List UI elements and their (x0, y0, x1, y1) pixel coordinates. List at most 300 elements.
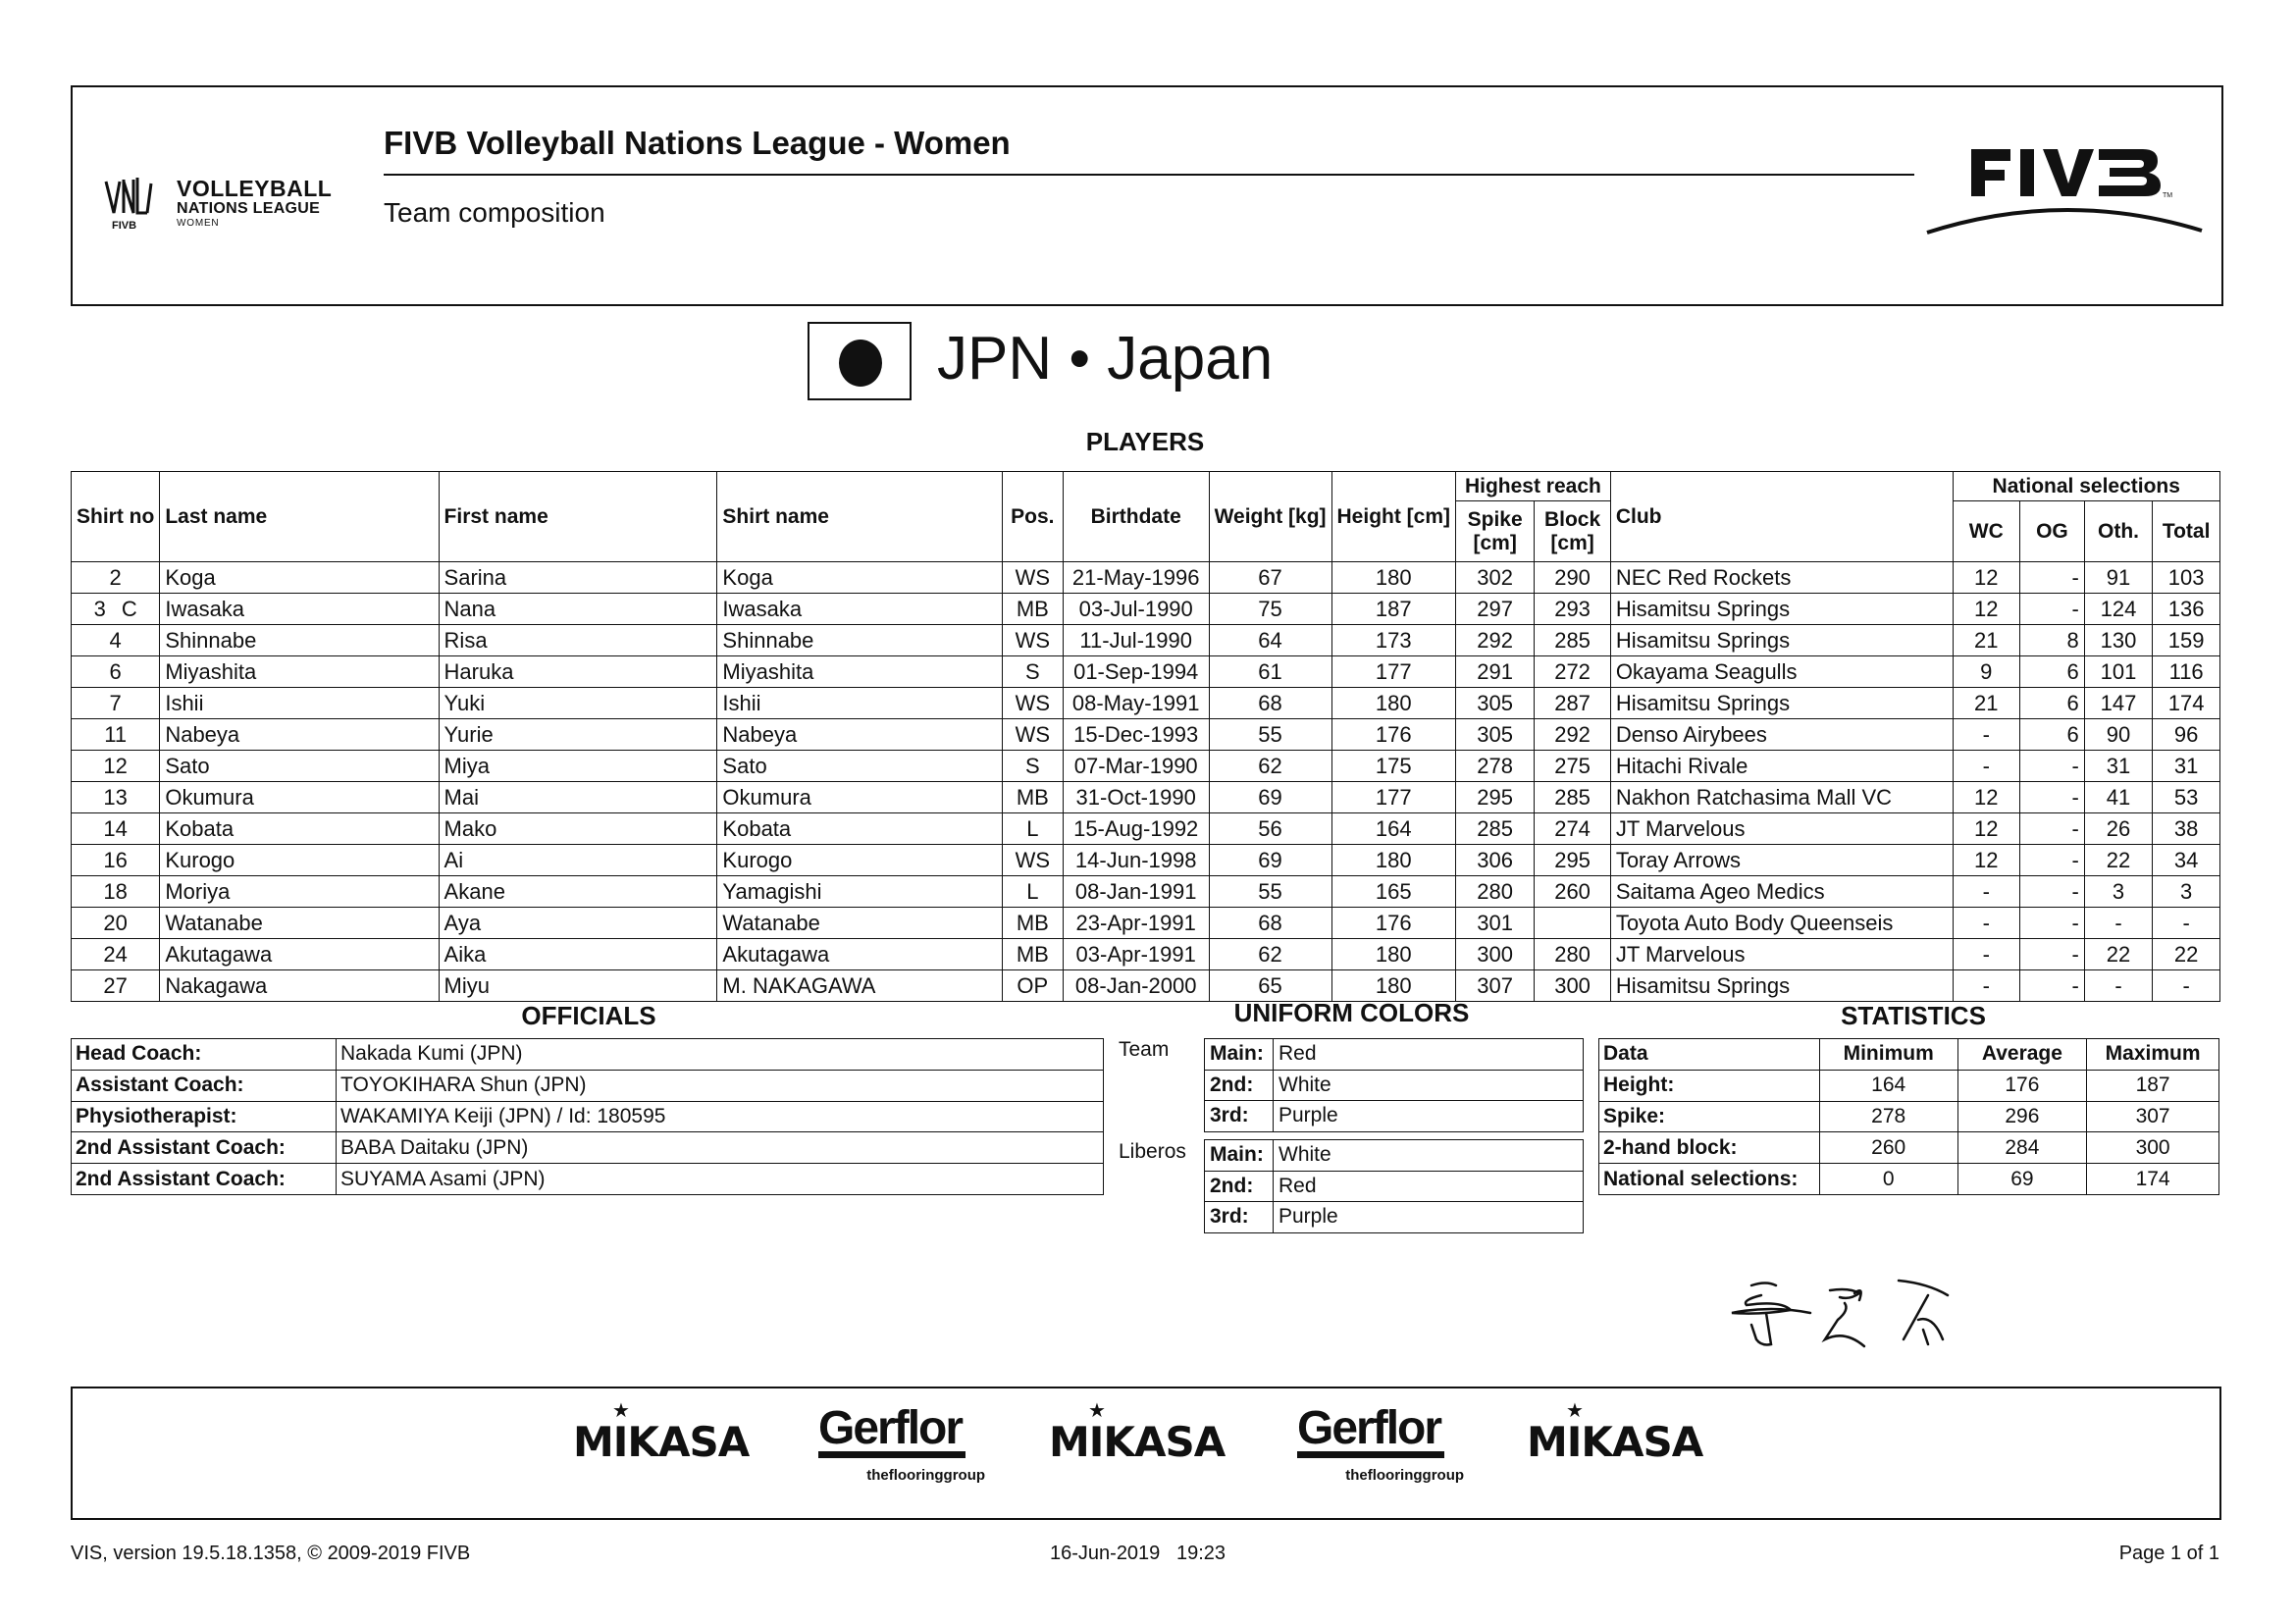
player-height: 164 (1331, 813, 1456, 845)
fivb-logo-icon (1917, 134, 2212, 252)
player-wc: - (1953, 751, 2020, 782)
player-oth: 22 (2084, 939, 2153, 970)
player-total: 31 (2153, 751, 2220, 782)
player-spike: 291 (1456, 656, 1535, 688)
official-name: WAKAMIYA Keiji (JPN) / Id: 180595 (337, 1101, 1104, 1132)
player-og: - (2020, 970, 2085, 1002)
player-shirt-name: Koga (717, 562, 1002, 594)
player-last-name: Nabeya (160, 719, 439, 751)
stat-average: 284 (1957, 1132, 2087, 1164)
player-row (72, 782, 2220, 813)
player-last-name: Ishii (160, 688, 439, 719)
player-height: 177 (1331, 656, 1456, 688)
player-position: S (1002, 656, 1063, 688)
player-wc: - (1953, 970, 2020, 1002)
official-row (72, 1070, 1104, 1101)
footer-version: VIS, version 19.5.18.1358, © 2009-2019 FIVB (71, 1543, 471, 1564)
statistics-table (1598, 1038, 2219, 1195)
player-og: 6 (2020, 656, 2085, 688)
player-oth: 26 (2084, 813, 2153, 845)
player-club: Denso Airybees (1610, 719, 1953, 751)
player-shirt-name: Yamagishi (717, 876, 1002, 908)
uniform-team-label: Team (1119, 1038, 1170, 1061)
uniform-liberos-label: Liberos (1119, 1140, 1186, 1163)
player-position: WS (1002, 688, 1063, 719)
player-last-name: Okumura (160, 782, 439, 813)
player-spike: 307 (1456, 970, 1535, 1002)
player-position: WS (1002, 719, 1063, 751)
col-shirt-no: Shirt no (72, 472, 160, 562)
uniform-row (1205, 1070, 1584, 1101)
player-birthdate: 08-Jan-2000 (1063, 970, 1209, 1002)
player-club: NEC Red Rockets (1610, 562, 1953, 594)
player-height: 175 (1331, 751, 1456, 782)
statistics-row (1599, 1070, 2219, 1101)
player-shirt-name: Kobata (717, 813, 1002, 845)
player-first-name: Yuki (439, 688, 717, 719)
player-spike: 297 (1456, 594, 1535, 625)
uniform-row (1205, 1101, 1584, 1132)
statistics-section-title: STATISTICS (1841, 1001, 1986, 1030)
player-weight: 65 (1209, 970, 1331, 1002)
player-oth: 124 (2084, 594, 2153, 625)
player-weight: 55 (1209, 719, 1331, 751)
player-og: - (2020, 845, 2085, 876)
player-total: 22 (2153, 939, 2220, 970)
stat-label: National selections: (1599, 1164, 1820, 1195)
player-og: - (2020, 751, 2085, 782)
sponsor-mikasa-2: ★ MIKASA (1049, 1398, 1226, 1466)
player-oth: 31 (2084, 751, 2153, 782)
uniform-kind: Main: (1205, 1039, 1274, 1071)
player-block: 292 (1535, 719, 1611, 751)
player-wc: - (1953, 939, 2020, 970)
player-row (72, 688, 2220, 719)
player-spike: 292 (1456, 625, 1535, 656)
player-row (72, 845, 2220, 876)
player-club: Hitachi Rivale (1610, 751, 1953, 782)
player-shirt-no (72, 594, 160, 625)
official-row (72, 1164, 1104, 1195)
col-height: Height [cm] (1331, 472, 1456, 562)
player-shirt-name: Akutagawa (717, 939, 1002, 970)
player-height: 173 (1331, 625, 1456, 656)
shirt-number: 6 (109, 658, 122, 684)
player-spike: 302 (1456, 562, 1535, 594)
player-shirt-name: Iwasaka (717, 594, 1002, 625)
star-icon: ★ (1566, 1398, 1583, 1422)
player-club: JT Marvelous (1610, 813, 1953, 845)
col-spike: Spike [cm] (1456, 501, 1535, 562)
player-club: Okayama Seagulls (1610, 656, 1953, 688)
player-row (72, 562, 2220, 594)
uniform-color: Purple (1274, 1101, 1584, 1132)
shirt-number: 3 (93, 596, 106, 621)
player-club: Nakhon Ratchasima Mall VC (1610, 782, 1953, 813)
player-block: 285 (1535, 625, 1611, 656)
player-shirt-no (72, 562, 160, 594)
stat-maximum: 174 (2087, 1164, 2219, 1195)
player-oth: 91 (2084, 562, 2153, 594)
player-first-name: Mako (439, 813, 717, 845)
player-weight: 75 (1209, 594, 1331, 625)
statistics-row (1599, 1101, 2219, 1132)
player-spike: 280 (1456, 876, 1535, 908)
player-shirt-name: Kurogo (717, 845, 1002, 876)
stat-maximum: 187 (2087, 1070, 2219, 1101)
player-shirt-no (72, 908, 160, 939)
player-weight: 67 (1209, 562, 1331, 594)
shirt-number: 12 (103, 753, 128, 778)
uniform-kind: 3rd: (1205, 1202, 1274, 1233)
uniform-liberos-table (1204, 1139, 1584, 1233)
player-height: 176 (1331, 908, 1456, 939)
player-oth: 101 (2084, 656, 2153, 688)
player-last-name: Kurogo (160, 845, 439, 876)
col-national-selections: National selections (1953, 472, 2220, 501)
uniform-row (1205, 1171, 1584, 1202)
players-table (71, 471, 2220, 1002)
uniform-row (1205, 1202, 1584, 1233)
player-club: Toyota Auto Body Queenseis (1610, 908, 1953, 939)
player-birthdate: 08-Jan-1991 (1063, 876, 1209, 908)
player-last-name: Iwasaka (160, 594, 439, 625)
uniform-color: Purple (1274, 1202, 1584, 1233)
player-shirt-name: Shinnabe (717, 625, 1002, 656)
player-og: - (2020, 908, 2085, 939)
player-first-name: Nana (439, 594, 717, 625)
player-spike: 305 (1456, 688, 1535, 719)
player-block: 275 (1535, 751, 1611, 782)
player-block (1535, 908, 1611, 939)
player-shirt-name: Watanabe (717, 908, 1002, 939)
player-spike: 300 (1456, 939, 1535, 970)
footer-timestamp: 16-Jun-2019 19:23 (1050, 1543, 1226, 1564)
uniform-color: White (1274, 1070, 1584, 1101)
official-name: Nakada Kumi (JPN) (337, 1039, 1104, 1071)
shirt-number: 27 (103, 972, 128, 998)
player-weight: 68 (1209, 908, 1331, 939)
player-club: Hisamitsu Springs (1610, 625, 1953, 656)
player-og: - (2020, 813, 2085, 845)
stat-maximum: 300 (2087, 1132, 2219, 1164)
player-total: 159 (2153, 625, 2220, 656)
vnl-logo-line2: NATIONS LEAGUE (177, 200, 321, 217)
player-birthdate: 14-Jun-1998 (1063, 845, 1209, 876)
player-first-name: Mai (439, 782, 717, 813)
player-row (72, 719, 2220, 751)
player-position: WS (1002, 625, 1063, 656)
shirt-number: 20 (103, 910, 128, 935)
player-birthdate: 11-Jul-1990 (1063, 625, 1209, 656)
uniform-kind: 3rd: (1205, 1101, 1274, 1132)
col-oth: Oth. (2084, 501, 2153, 562)
player-wc: - (1953, 876, 2020, 908)
sponsor-banner (71, 1387, 2221, 1520)
uniform-kind: 2nd: (1205, 1070, 1274, 1101)
player-birthdate: 03-Jul-1990 (1063, 594, 1209, 625)
player-last-name: Shinnabe (160, 625, 439, 656)
col-club: Club (1610, 472, 1953, 562)
player-wc: 12 (1953, 782, 2020, 813)
shirt-number: 13 (103, 784, 128, 810)
official-role: Head Coach: (72, 1039, 337, 1071)
svg-text:TM: TM (2163, 192, 2173, 199)
vnl-logo-line3: WOMEN (177, 218, 220, 229)
player-shirt-no (72, 688, 160, 719)
player-spike: 306 (1456, 845, 1535, 876)
col-birthdate: Birthdate (1063, 472, 1209, 562)
stats-col-max: Maximum (2087, 1039, 2219, 1071)
player-total: 116 (2153, 656, 2220, 688)
official-row (72, 1039, 1104, 1071)
official-role: Physiotherapist: (72, 1101, 337, 1132)
player-total: - (2153, 970, 2220, 1002)
uniform-color: Red (1274, 1171, 1584, 1202)
player-first-name: Ai (439, 845, 717, 876)
player-block: 285 (1535, 782, 1611, 813)
player-height: 180 (1331, 970, 1456, 1002)
uniform-color: White (1274, 1140, 1584, 1172)
stat-minimum: 164 (1819, 1070, 1957, 1101)
team-flag (808, 322, 912, 400)
stat-maximum: 307 (2087, 1101, 2219, 1132)
player-birthdate: 03-Apr-1991 (1063, 939, 1209, 970)
col-shirt-name: Shirt name (717, 472, 1002, 562)
player-first-name: Miyu (439, 970, 717, 1002)
shirt-number: 14 (103, 815, 128, 841)
official-role: 2nd Assistant Coach: (72, 1164, 337, 1195)
player-height: 187 (1331, 594, 1456, 625)
team-title: JPN • Japan (937, 325, 1274, 393)
player-position: L (1002, 813, 1063, 845)
officials-section-title: OFFICIALS (521, 1001, 656, 1030)
player-last-name: Watanabe (160, 908, 439, 939)
vnl-logo (102, 174, 367, 233)
shirt-number: 7 (109, 690, 122, 715)
svg-text:FIVB: FIVB (112, 220, 137, 232)
player-height: 177 (1331, 782, 1456, 813)
player-row (72, 970, 2220, 1002)
player-first-name: Haruka (439, 656, 717, 688)
players-header-row (72, 472, 2220, 501)
shirt-number: 11 (104, 721, 128, 747)
stats-col-avg: Average (1957, 1039, 2087, 1071)
stats-col-min: Minimum (1819, 1039, 1957, 1071)
player-shirt-no (72, 719, 160, 751)
player-height: 180 (1331, 845, 1456, 876)
stat-minimum: 0 (1819, 1164, 1957, 1195)
statistics-header-row (1599, 1039, 2219, 1071)
player-birthdate: 31-Oct-1990 (1063, 782, 1209, 813)
player-position: MB (1002, 939, 1063, 970)
player-oth: 3 (2084, 876, 2153, 908)
player-shirt-name: Nabeya (717, 719, 1002, 751)
player-wc: 12 (1953, 562, 2020, 594)
player-position: WS (1002, 845, 1063, 876)
japan-flag-icon (839, 340, 882, 387)
player-og: 8 (2020, 625, 2085, 656)
player-birthdate: 23-Apr-1991 (1063, 908, 1209, 939)
player-club: Saitama Ageo Medics (1610, 876, 1953, 908)
player-total: 53 (2153, 782, 2220, 813)
footer-page-number: Page 1 of 1 (2118, 1543, 2219, 1564)
col-total: Total (2153, 501, 2220, 562)
official-name: BABA Daitaku (JPN) (337, 1132, 1104, 1164)
player-wc: 12 (1953, 845, 2020, 876)
player-club: JT Marvelous (1610, 939, 1953, 970)
official-row (72, 1132, 1104, 1164)
player-shirt-name: Okumura (717, 782, 1002, 813)
stat-average: 69 (1957, 1164, 2087, 1195)
shirt-number: 4 (109, 627, 122, 653)
player-og: - (2020, 594, 2085, 625)
player-block: 295 (1535, 845, 1611, 876)
player-block: 290 (1535, 562, 1611, 594)
player-oth: 147 (2084, 688, 2153, 719)
player-oth: 90 (2084, 719, 2153, 751)
player-position: L (1002, 876, 1063, 908)
player-height: 176 (1331, 719, 1456, 751)
document-header (71, 85, 2223, 306)
player-row (72, 908, 2220, 939)
player-first-name: Akane (439, 876, 717, 908)
statistics-row (1599, 1164, 2219, 1195)
player-position: OP (1002, 970, 1063, 1002)
captain-badge: C (121, 596, 137, 621)
stat-label: 2-hand block: (1599, 1132, 1820, 1164)
col-first-name: First name (439, 472, 717, 562)
player-og: - (2020, 562, 2085, 594)
player-wc: 12 (1953, 813, 2020, 845)
title-divider (384, 174, 1914, 176)
player-weight: 61 (1209, 656, 1331, 688)
player-shirt-no (72, 813, 160, 845)
player-club: Hisamitsu Springs (1610, 688, 1953, 719)
col-weight: Weight [kg] (1209, 472, 1331, 562)
player-wc: - (1953, 719, 2020, 751)
player-weight: 64 (1209, 625, 1331, 656)
player-shirt-no (72, 876, 160, 908)
player-birthdate: 15-Aug-1992 (1063, 813, 1209, 845)
statistics-row (1599, 1132, 2219, 1164)
document-title: FIVB Volleyball Nations League - Women (384, 125, 1011, 161)
player-block: 300 (1535, 970, 1611, 1002)
player-birthdate: 07-Mar-1990 (1063, 751, 1209, 782)
player-position: MB (1002, 594, 1063, 625)
stat-label: Height: (1599, 1070, 1820, 1101)
player-og: 6 (2020, 719, 2085, 751)
player-block: 274 (1535, 813, 1611, 845)
player-oth: 130 (2084, 625, 2153, 656)
player-shirt-no (72, 625, 160, 656)
player-spike: 285 (1456, 813, 1535, 845)
player-row (72, 594, 2220, 625)
official-name: TOYOKIHARA Shun (JPN) (337, 1070, 1104, 1101)
player-shirt-name: Ishii (717, 688, 1002, 719)
document-subtitle: Team composition (384, 197, 605, 228)
star-icon: ★ (1088, 1398, 1105, 1422)
player-weight: 56 (1209, 813, 1331, 845)
player-last-name: Akutagawa (160, 939, 439, 970)
player-row (72, 876, 2220, 908)
player-shirt-name: M. NAKAGAWA (717, 970, 1002, 1002)
star-icon: ★ (612, 1398, 629, 1422)
player-wc: 9 (1953, 656, 2020, 688)
player-total: - (2153, 908, 2220, 939)
player-block: 272 (1535, 656, 1611, 688)
player-og: 6 (2020, 688, 2085, 719)
player-row (72, 813, 2220, 845)
player-height: 165 (1331, 876, 1456, 908)
player-shirt-name: Sato (717, 751, 1002, 782)
col-last-name: Last name (160, 472, 439, 562)
player-spike: 295 (1456, 782, 1535, 813)
official-row (72, 1101, 1104, 1132)
shirt-number: 18 (103, 878, 128, 904)
player-height: 180 (1331, 562, 1456, 594)
player-oth: 41 (2084, 782, 2153, 813)
player-shirt-no (72, 656, 160, 688)
player-first-name: Miya (439, 751, 717, 782)
player-weight: 68 (1209, 688, 1331, 719)
player-last-name: Miyashita (160, 656, 439, 688)
player-birthdate: 15-Dec-1993 (1063, 719, 1209, 751)
player-wc: 12 (1953, 594, 2020, 625)
player-og: - (2020, 782, 2085, 813)
uniform-kind: 2nd: (1205, 1171, 1274, 1202)
player-spike: 305 (1456, 719, 1535, 751)
sponsor-gerflor-1: Gerflor theflooringgroup (818, 1402, 986, 1484)
player-weight: 69 (1209, 782, 1331, 813)
player-oth: - (2084, 908, 2153, 939)
player-row (72, 656, 2220, 688)
players-section-title: PLAYERS (1085, 427, 1205, 456)
player-birthdate: 21-May-1996 (1063, 562, 1209, 594)
officials-table (71, 1038, 1104, 1195)
player-total: 38 (2153, 813, 2220, 845)
player-weight: 55 (1209, 876, 1331, 908)
player-row (72, 625, 2220, 656)
col-og: OG (2020, 501, 2085, 562)
player-shirt-no (72, 782, 160, 813)
player-total: 96 (2153, 719, 2220, 751)
player-total: 3 (2153, 876, 2220, 908)
official-name: SUYAMA Asami (JPN) (337, 1164, 1104, 1195)
player-last-name: Moriya (160, 876, 439, 908)
player-shirt-no (72, 751, 160, 782)
player-weight: 62 (1209, 751, 1331, 782)
player-club: Hisamitsu Springs (1610, 594, 1953, 625)
player-og: - (2020, 876, 2085, 908)
vnl-logo-icon (102, 174, 161, 233)
player-last-name: Nakagawa (160, 970, 439, 1002)
shirt-number: 2 (109, 564, 122, 590)
stat-minimum: 278 (1819, 1101, 1957, 1132)
col-wc: WC (1953, 501, 2020, 562)
sponsor-gerflor-2: Gerflor theflooringgroup (1297, 1402, 1465, 1484)
player-height: 180 (1331, 688, 1456, 719)
player-total: 34 (2153, 845, 2220, 876)
uniform-colors-section-title: UNIFORM COLORS (1233, 998, 1470, 1027)
player-first-name: Aika (439, 939, 717, 970)
uniform-kind: Main: (1205, 1140, 1274, 1172)
signature-icon (1722, 1266, 1997, 1354)
player-position: MB (1002, 908, 1063, 939)
official-role: 2nd Assistant Coach: (72, 1132, 337, 1164)
stat-label: Spike: (1599, 1101, 1820, 1132)
player-row (72, 751, 2220, 782)
